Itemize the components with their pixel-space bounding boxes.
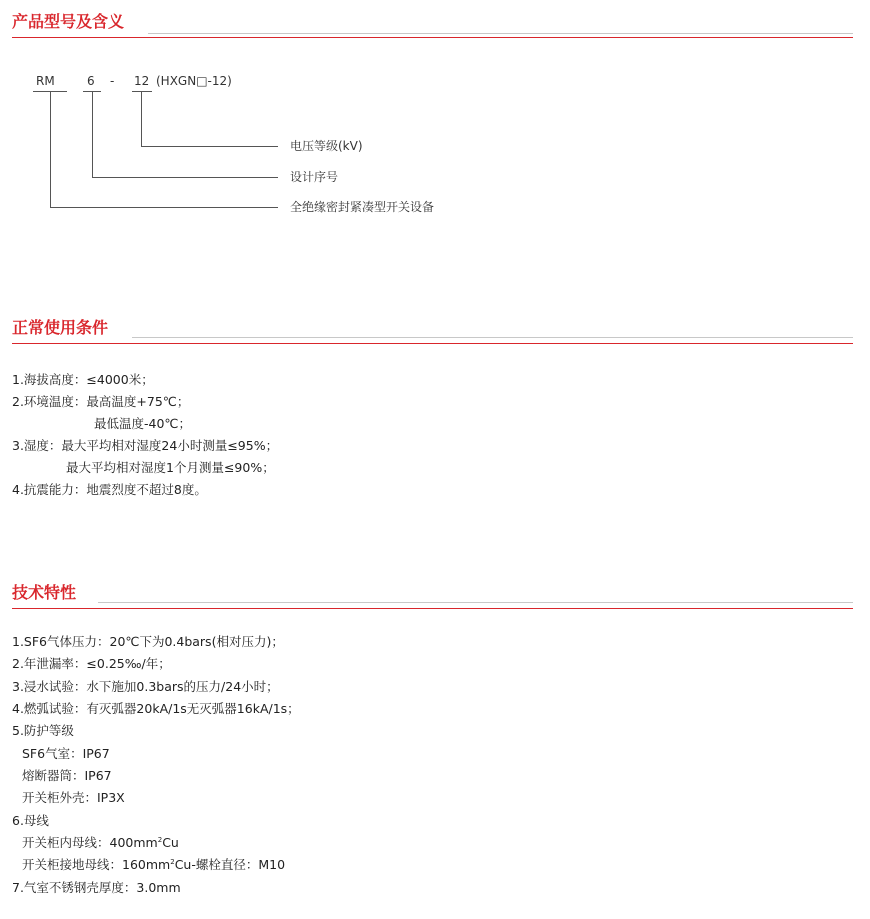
leader-line	[92, 91, 93, 177]
section-conditions-header	[12, 300, 853, 340]
meaning-type: 全绝缘密封紧凑型开关设备	[290, 200, 435, 214]
list-item: 最大平均相对湿度1个月测量≤90%；	[66, 460, 275, 475]
section-title: 技术特性	[12, 583, 77, 602]
section-tech-header	[12, 565, 853, 605]
list-item: 3.湿度：最大平均相对湿度24小时测量≤95%；	[12, 438, 279, 453]
model-code-alias: (HXGN□-12)	[156, 74, 232, 88]
section-title: 正常使用条件	[12, 318, 109, 337]
superscript: 2	[170, 858, 175, 866]
list-item: 5.防护等级	[12, 723, 74, 738]
leader-line	[50, 91, 51, 207]
divider	[12, 37, 853, 38]
list-item: 3.浸水试验：水下施加0.3bars的压力/24小时；	[12, 679, 279, 694]
busbar-ground-label: 开关柜接地母线：160mm	[22, 857, 171, 872]
list-item: 1.海拔高度：≤4000米；	[12, 372, 154, 387]
busbar-inner-unit: Cu	[162, 835, 179, 850]
model-code-series: 6	[87, 74, 95, 88]
model-diagram	[0, 60, 870, 230]
model-code-rm: RM	[36, 74, 55, 88]
list-item	[22, 835, 179, 851]
section-title: 产品型号及含义	[12, 12, 125, 31]
underline	[132, 91, 152, 92]
list-item: 开关柜外壳：IP3X	[22, 790, 125, 805]
divider	[12, 343, 853, 344]
busbar-inner-label: 开关柜内母线：400mm	[22, 835, 158, 850]
list-item: SF6气室：IP67	[22, 746, 110, 761]
list-item: 4.抗震能力：地震烈度不超过8度。	[12, 482, 207, 497]
divider	[132, 337, 853, 338]
list-item: 6.母线	[12, 813, 49, 828]
section-model-header	[12, 0, 853, 40]
list-item: 7.气室不锈钢壳厚度：3.0mm	[12, 880, 181, 895]
list-item: 2.环境温度：最高温度+75℃；	[12, 394, 190, 409]
divider	[12, 608, 853, 609]
leader-line	[50, 207, 278, 208]
list-item: 1.SF6气体压力：20℃下为0.4bars(相对压力)；	[12, 634, 284, 649]
divider	[98, 602, 853, 603]
leader-line	[141, 91, 142, 146]
meaning-design: 设计序号	[290, 170, 339, 184]
list-item: 4.燃弧试验：有灭弧器20kA/1s无灭弧器16kA/1s；	[12, 701, 300, 716]
list-item: 2.年泄漏率：≤0.25‰/年；	[12, 656, 171, 671]
list-item: 最低温度-40℃；	[94, 416, 191, 431]
busbar-ground-unit: Cu-螺栓直径：M10	[174, 857, 286, 872]
meaning-voltage: 电压等级(kV)	[290, 139, 363, 153]
list-item	[22, 857, 285, 873]
divider	[148, 33, 853, 34]
leader-line	[92, 177, 278, 178]
list-item: 熔断器筒：IP67	[22, 768, 112, 783]
model-code-dash: -	[110, 74, 115, 88]
leader-line	[141, 146, 278, 147]
model-code-voltage: 12	[134, 74, 150, 88]
superscript: 2	[157, 836, 163, 844]
